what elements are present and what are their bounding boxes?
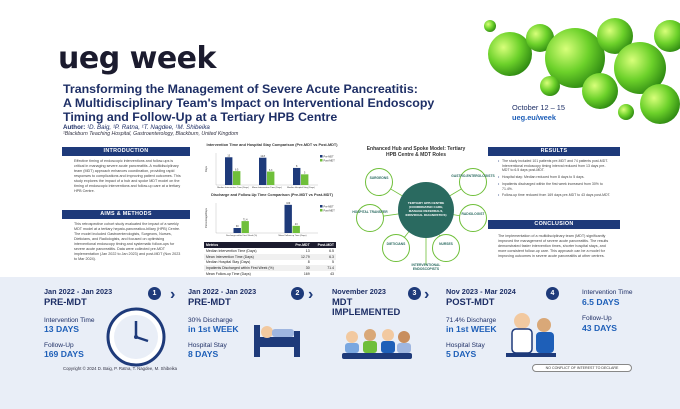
chart2-svg [204, 199, 340, 240]
decorative-green-blobs [470, 16, 680, 128]
step4-value2: 5 DAYS [446, 349, 477, 359]
step4-label2: Hospital Stay [446, 342, 485, 349]
arrow-icon: › [170, 286, 176, 303]
results-heading: RESULTS [488, 147, 620, 156]
author-names: ¹D. Baig, ¹P. Ratna, ¹T. Nagdee, ¹M. Shibeika [87, 124, 210, 131]
results-bullet: • Follow-up time reduced from 169 days pre-MDT to 43 days post-MDT. [498, 193, 612, 198]
data-label: 12.8 [260, 154, 266, 158]
table-cell: Mean Follow-up Time (Days) [206, 272, 251, 277]
spoke-label-dieticians: DIETICIANS [386, 242, 406, 246]
table-header: Post-MDT [312, 242, 336, 248]
data-label: 71.4 [242, 218, 248, 222]
title-line-1: Transforming the Management of Severe Acute Pancreatitis: [63, 82, 418, 96]
chart1-title: Intervention Time and Hospital Stay Comparison (Pre-MDT vs Post-MDT) [206, 143, 338, 147]
conference-date: October 12 – 15 [512, 103, 566, 112]
aims-methods-heading: AIMS & METHODS [62, 210, 190, 219]
clock-icon [104, 305, 168, 369]
legend-swatch [320, 155, 323, 158]
table-cell: Inpatients Discharged within First Week (%) [204, 265, 290, 271]
affiliation: ¹Blackburn Teaching Hospital, Gastroenterology, Blackburn, United Kingdom [63, 131, 239, 137]
authors [63, 124, 210, 131]
step3-number: 3 [408, 287, 421, 300]
title-line-2: A Multidisciplinary Team's Impact on Interventional Endoscopy [63, 96, 435, 111]
step1-date: Jan 2022 - Jan 2023 [44, 287, 113, 296]
arrow-icon: › [424, 286, 430, 303]
data-label: 6.5 [235, 168, 239, 172]
bar [285, 205, 292, 233]
step2-value1: in 1st WEEK [188, 324, 239, 334]
spoke-radiologist [459, 204, 487, 232]
spoke-hospital-transfer [356, 204, 384, 232]
spoke-label-hospital-transfer: HOSPITAL TRANSFER [352, 210, 388, 214]
table-cell: Median Intervention Time (Days) [206, 248, 257, 253]
step4-date: Nov 2023 - Mar 2024 [446, 287, 516, 296]
table-header: Pre-MDT [290, 242, 312, 248]
bar [293, 226, 300, 233]
step4-value3: 6.5 DAYS [582, 297, 620, 307]
data-label: 5 [304, 171, 306, 175]
hospital-bed-icon [250, 307, 304, 367]
step4-phase: POST-MDT [446, 296, 495, 307]
bar [293, 168, 300, 185]
step3-date: November 2023 [332, 287, 386, 296]
bar [233, 171, 240, 185]
arrow-icon: › [308, 286, 314, 303]
table-cell: 12.79 [290, 254, 312, 260]
bar [267, 172, 274, 185]
data-label: 13 [227, 154, 231, 158]
bar [234, 228, 241, 233]
table-cell: Median Hospital Stay (Days) [206, 260, 251, 265]
copyright: Copyright © 2024 D. Baig, P. Ratna, T. Nagdee, M. Shibeika [63, 366, 178, 371]
conflict-of-interest-badge: NO CONFLICT OF INTEREST TO DECLARE [532, 364, 632, 372]
step4-label1: 71.4% Discharge [446, 317, 497, 324]
hub-spoke-title: Enhanced Hub and Spoke Model: Tertiary HPB Centre & MDT Roles [366, 146, 466, 158]
conclusion-text: The implementation of a multidisciplinary team (MDT) significantly improved the management of severe acute pancreatitis. The results demonstrated faster intervention times, shorter hospital stays, and more consistent follow-up care. This approach can be a model for improving outcomes in severe acute pancreatitis at other centres. [498, 234, 609, 258]
step4-label3: Intervention Time [582, 289, 633, 296]
step2-value2: 8 DAYS [188, 349, 219, 359]
step1-number: 1 [148, 287, 161, 300]
timeline-band [0, 277, 680, 409]
results-bullet: • Hospital stay: Median reduced from 8 days to 5 days. [498, 175, 612, 180]
legend-label: Post-MDT [323, 209, 335, 213]
data-label: 43 [294, 223, 298, 227]
step3-phase: MDT [332, 296, 353, 307]
author-label: Author: [63, 124, 86, 131]
legend-swatch [320, 159, 323, 162]
table-cell: 169 [303, 272, 310, 277]
spoke-nurses [432, 234, 460, 262]
hub-tertiary-centre: TERTIARY HPB CENTRE (COORDINATED CARE, MANAGE REFERRALS, INDIVIDUAL DIAGNOSTICS) [398, 182, 454, 238]
table-cell: 6.5 [329, 248, 334, 253]
step4-value4: 43 DAYS [582, 323, 618, 333]
bar [225, 157, 232, 185]
team-meeting-icon [336, 321, 418, 373]
data-label: 8 [296, 165, 298, 169]
spoke-label-nurses: NURSES [439, 242, 453, 246]
step1-label2: Follow-Up [44, 342, 74, 349]
data-label: 6.3 [269, 168, 273, 172]
step4-number: 4 [546, 287, 559, 300]
bar [259, 158, 266, 185]
step2-date: Jan 2022 - Jan 2023 [188, 287, 257, 296]
step2-number: 2 [291, 287, 304, 300]
conference-url[interactable]: ueg.eu/week [512, 113, 556, 122]
introduction-text: Effective timing of endoscopic interventions and follow-ups is critical in managing severe acute pancreatitis. A multidisciplinary team (MDT) approach enhances coordination, providing rapid responses to complications and improving patient outcomes. This study explores the impact of a hub and spoke MDT model on the timing of endoscopic interventions and follow-up care at a tertiary HPB Centre. [74, 159, 181, 193]
table-cell: 43 [330, 272, 334, 277]
table-cell: 5 [332, 260, 334, 265]
step4-value1: in 1st WEEK [446, 324, 497, 334]
data-label: 30 [235, 225, 239, 229]
tick-label: Discharge within First Week (%) [225, 235, 258, 237]
y-axis-label: Days [205, 166, 208, 172]
spoke-dieticians [382, 234, 410, 262]
step1-phase: PRE-MDT [44, 296, 87, 307]
step4-label4: Follow-Up [582, 315, 612, 322]
table-cell: 8 [307, 260, 310, 265]
results-bullet: • Inpatients discharged within the first week increased from 30% to 71.4%. [498, 182, 612, 191]
spoke-label-gastroenterologists: GASTRO-ENTEROLOGISTS [451, 174, 495, 178]
conclusion-heading: CONCLUSION [488, 220, 620, 229]
step1-value2: 169 DAYS [44, 349, 84, 359]
bar [301, 171, 308, 185]
legend-label: Pre-MDT [323, 155, 334, 159]
doctor-consult-icon [500, 307, 560, 367]
tick-label: Mean Follow-up Time (Days) [278, 235, 307, 237]
tick-label: Mean Intervention Time (Days) [252, 187, 282, 189]
step1-value1: 13 DAYS [44, 324, 80, 334]
results-list [498, 159, 612, 200]
spoke-surgeons [365, 168, 393, 196]
table-header: Metrics [204, 242, 290, 248]
tick-label: Median Hospital Stay (Days) [287, 187, 315, 189]
spoke-label-surgeons: SURGEONS [369, 176, 389, 180]
step1-label1: Intervention Time [44, 317, 95, 324]
legend-swatch [320, 205, 323, 208]
table-cell: Mean Intervention Time (Days) [204, 254, 290, 260]
table-cell: 30 [290, 265, 312, 271]
spoke-label-interventional-endoscopists: INTERVENTIONAL ENDOSCOPISTS [411, 263, 441, 271]
table-cell: 13 [305, 248, 310, 253]
title-line-3: Timing and Follow-Up at a Tertiary HPB Centre [63, 110, 338, 125]
legend-swatch [320, 209, 323, 212]
introduction-heading: INTRODUCTION [62, 147, 190, 156]
chart2-title: Discharge and Follow-Up Time Comparison (Pre-MDT vs Post-MDT) [211, 193, 333, 197]
step2-phase: PRE-MDT [188, 296, 231, 307]
spoke-gastroenterologists [459, 168, 487, 196]
step2-label2: Hospital Stay [188, 342, 227, 349]
spoke-label-radiologist: RADIOLOGIST [461, 212, 485, 216]
tick-label: Median Intervention Time (Days) [217, 187, 249, 189]
legend-label: Post-MDT [323, 159, 335, 163]
table-cell: 6.3 [312, 254, 336, 260]
results-bullet: • The study included 101 patients pre-MDT and 74 patients post-MDT. Interventional endoscopy timing interval reduced from 13 days pre-MDT to 6.5 days post-MDT. [498, 159, 612, 173]
y-axis-label: Percentage/Days [205, 208, 208, 228]
poster-title [63, 82, 493, 124]
aims-methods-text: This retrospective cohort study evaluated the impact of a weekly MDT model at a tertiary hepato-pancreatico-biliary (HPB) Centre. The model included Gastroenterologists, Surgeons, Nurses, Dieticians, and Radiologists, and focused on optimising interventional endoscopy timing and systematic follow-ups for severe acute pancreatitis. Data were collected pre-MDT implementation (Jan 2022 to Jan 2023) and post-MDT (Nov 2023 to Mar 2024). [74, 222, 181, 261]
chart1-svg [204, 149, 340, 192]
step3-phase-2: IMPLEMENTED [332, 306, 401, 317]
bar [242, 221, 249, 233]
step2-label1: 30% Discharge [188, 317, 233, 324]
data-label: 169 [286, 202, 291, 206]
ueg-week-logo: ueg week [58, 41, 216, 76]
legend-label: Pre-MDT [323, 205, 334, 209]
metrics-table [204, 242, 336, 277]
table-cell: 71.4 [312, 265, 336, 271]
